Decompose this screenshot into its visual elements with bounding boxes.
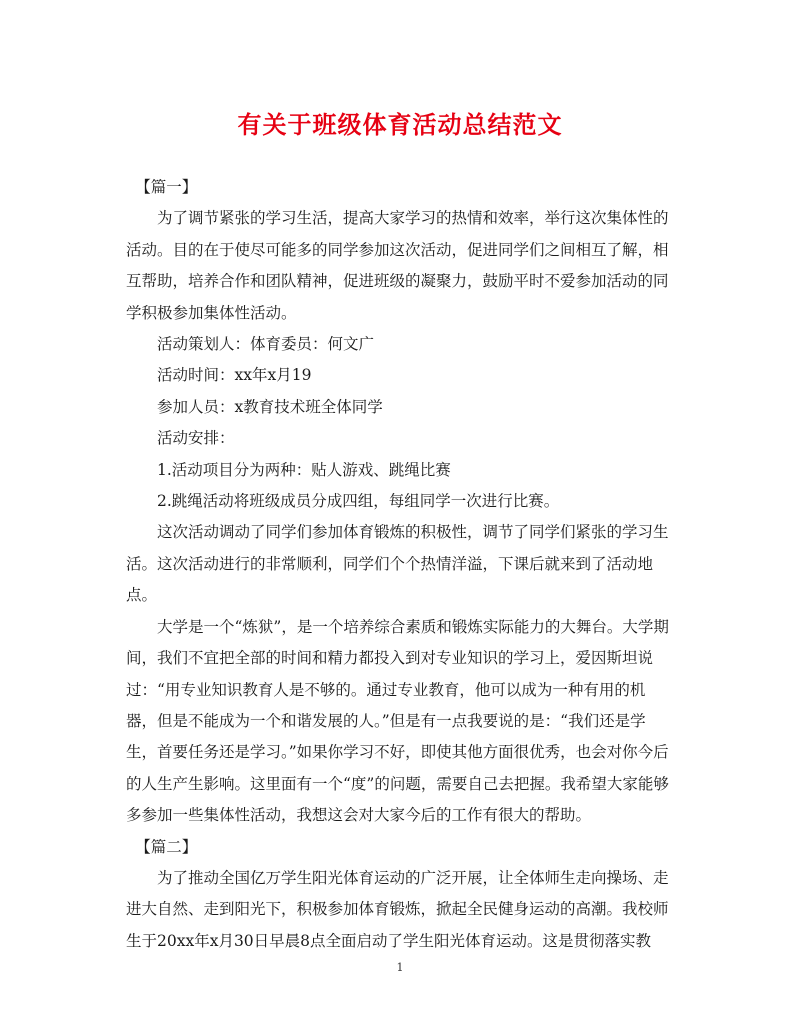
document-body [126, 172, 676, 957]
document-title: 有关于班级体育活动总结范文 [237, 110, 563, 139]
section-heading-1: 【篇一】 [135, 178, 198, 196]
paragraph-summary: 这次活动调动了同学们参加体育锻炼的积极性，调节了同学们紧张的学习生活。这次活动进行的非常顺利，同学们个个热情洋溢，下课后就来到了活动地点。 [126, 523, 669, 605]
paragraph-planner: 活动策划人：体育委员：何文广 [157, 335, 375, 354]
paragraph-purpose: 为了调节紧张的学习生活，提高大家学习的热情和效率，举行这次集体性的活动。目的在于使尽可能多的同学参加这次活动，促进同学们之间相互了解，相互帮助，培养合作和团队精神，促进班级的凝聚力，鼓励平时不爱参加活动的同学积极参加集体性活动。 [126, 209, 669, 322]
paragraph-time: 活动时间：xx年x月19 [157, 366, 312, 385]
paragraph-sunshine-sports: 为了推动全国亿万学生阳光体育运动的广泛开展，让全体师生走向操场、走进大自然、走到阳光下，积极参加体育锻炼，掀起全民健身运动的高潮。我校师生于20xx年x月30日早晨8点全面启动了学生阳光体育运动。这是贯彻落实教 [126, 868, 669, 950]
paragraph-arrangement: 活动安排： [157, 429, 235, 448]
paragraph-item-1: 1.活动项目分为两种：贴人游戏、跳绳比赛 [157, 460, 451, 479]
paragraph-reflection: 大学是一个“炼狱”，是一个培养综合素质和锻炼实际能力的大舞台。大学期间，我们不宜把全部的时间和精力都投入到对专业知识的学习上，爱因斯坦说过：“用专业知识教育人是不够的。通过专业教育，他可以成为一种有用的机器，但是不能成为一个和谐发展的人。”但是有一点我要说的是：“我们还是学生，首要任务还是学习。”如果你学习不好，即使其他方面很优秀，也会对你今后的人生产生影响。这里面有一个“度”的问题，需要自己去把握。我希望大家能够多参加一些集体性活动，我想这会对大家今后的工作有很大的帮助。 [126, 617, 669, 825]
paragraph-item-2: 2.跳绳活动将班级成员分成四组，每组同学一次进行比赛。 [157, 492, 560, 511]
section-heading-2: 【篇二】 [135, 837, 198, 856]
paragraph-participants: 参加人员：x教育技术班全体同学 [157, 397, 383, 416]
page-number: 1 [396, 961, 404, 974]
